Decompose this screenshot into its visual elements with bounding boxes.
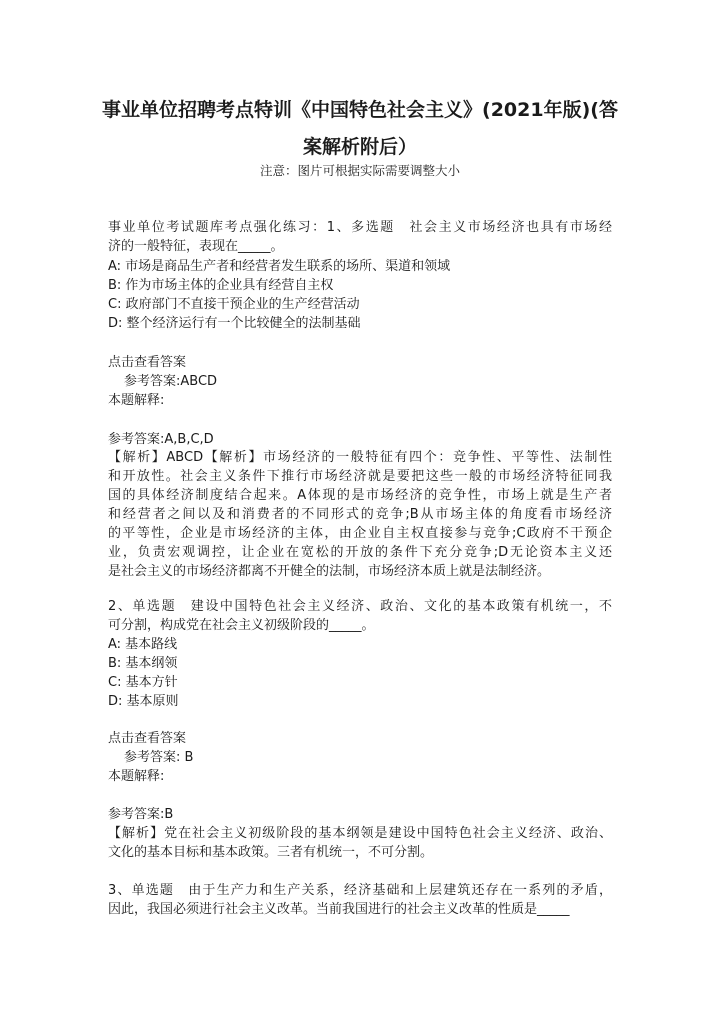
q2-explain-label: 本题解释: [108,769,165,784]
q3-stem-line2: 因此，我国必须进行社会主义改革。当前我国进行的社会主义改革的性质是_____ [108,902,570,917]
q1-option-d: D: 整个经济运行有一个比较健全的法制基础 [108,316,361,331]
q1-check-answer-link[interactable]: 点击查看答案 [108,355,187,370]
q1-explanation-line: 和经营者之间以及和消费者的不同形式的竞争;B从市场主体的角度看市场经济 [108,507,612,522]
q2-explanation-line: 文化的基本目标和基本政策。三者有机统一，不可分割。 [108,845,434,860]
q2-option-a: A: 基本路线 [108,637,178,652]
q2-reference-answer: 参考答案: B [124,750,194,765]
q1-explanation-line: 国的具体经济制度结合起来。A体现的是市场经济的竞争性，市场上就是生产者 [108,488,612,503]
q2-option-c: C: 基本方针 [108,675,178,690]
q1-stem-line1: 事业单位考试题库考点强化练习：1、多选题 社会主义市场经济也具有市场经 [108,220,612,235]
q2-stem-line2: 可分割，构成党在社会主义初级阶段的_____。 [108,618,375,633]
q2-option-b: B: 基本纲领 [108,656,178,671]
q2-answer-line: 参考答案:B [108,807,174,822]
q1-explanation-line: 是社会主义的市场经济都离不开健全的法制，市场经济本质上就是法制经济。 [108,564,551,579]
q1-option-a: A: 市场是商品生产者和经营者发生联系的场所、渠道和领域 [108,259,451,274]
q1-explanation-line: 业，负责宏观调控，让企业在宽松的开放的条件下充分竞争;D无论资本主义还 [108,545,612,560]
q1-explanation-line: 的平等性，企业是市场经济的主体，由企业自主权直接参与竞争;C政府不干预企 [108,526,612,541]
q1-explain-label: 本题解释: [108,393,165,408]
q1-answer-line: 参考答案:A,B,C,D [108,432,214,447]
q1-explanation-line: 和开放性。社会主义条件下推行市场经济就是要把这些一般的市场经济特征同我 [108,469,612,484]
q1-stem-line2: 济的一般特征，表现在_____。 [108,239,284,254]
q1-reference-answer: 参考答案:ABCD [124,374,218,389]
q2-stem-line1: 2、单选题 建设中国特色社会主义经济、政治、文化的基本政策有机统一，不 [108,599,612,614]
q2-option-d: D: 基本原则 [108,694,179,709]
q3-stem-line1: 3、单选题 由于生产力和生产关系，经济基础和上层建筑还存在一系列的矛盾， [108,883,612,898]
q2-explanation-line: 【解析】党在社会主义初级阶段的基本纲领是建设中国特色社会主义经济、政治、 [108,826,612,841]
doc-title-line2: 案解析附后） [302,136,417,158]
q1-option-c: C: 政府部门不直接干预企业的生产经营活动 [108,297,360,312]
image-note: 注意：图片可根据实际需要调整大小 [259,163,460,178]
q1-explanation-line: 【解析】ABCD【解析】市场经济的一般特征有四个：竞争性、平等性、法制性 [108,450,612,465]
q2-check-answer-link[interactable]: 点击查看答案 [108,731,187,746]
doc-title-line1: 事业单位招聘考点特训《中国特色社会主义》(2021年版)(答 [102,99,618,121]
q1-option-b: B: 作为市场主体的企业具有经营自主权 [108,278,334,293]
